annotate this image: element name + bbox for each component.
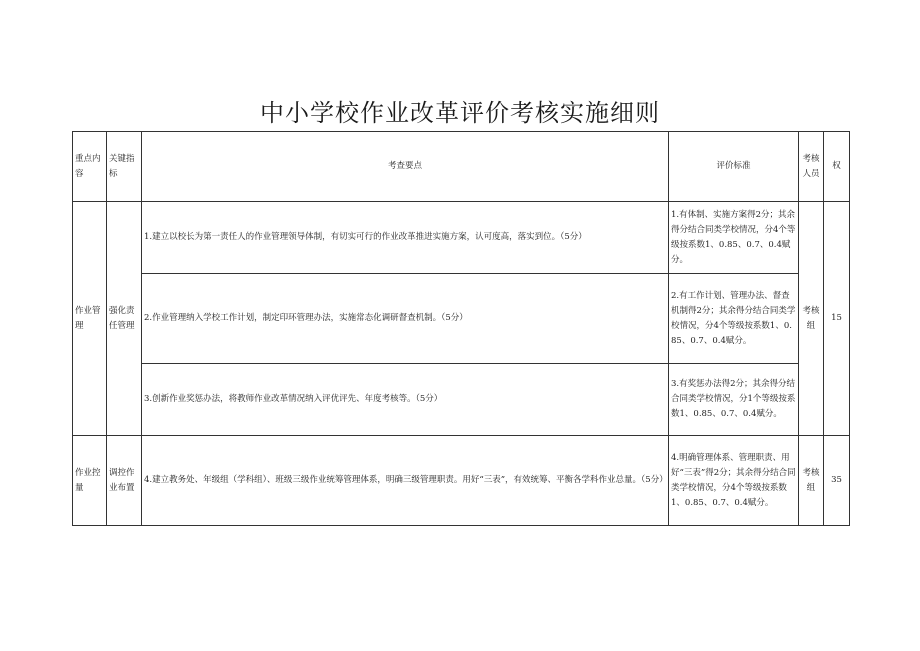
assessor-cell: 考核组 — [799, 436, 824, 526]
table-row — [73, 364, 850, 436]
assessor-cell: 考核组 — [799, 202, 824, 436]
point-cell: 1.建立以校长为第一责任人的作业管理领导体制，有切实可行的作业改革推进实施方案，认可度高，落实到位。（5分） — [142, 202, 669, 274]
key-indicator-cell: 调控作业布置 — [107, 436, 142, 526]
criteria-cell: 2.有工作计划、管理办法、督查机制得2分；其余得分结合同类学校情况，分4个等级按系数1、0.85、0.7、0.4赋分。 — [669, 274, 799, 364]
header-criteria: 评价标准 — [669, 132, 799, 202]
header-focus: 重点内容 — [73, 132, 107, 202]
header-assessor: 考核人员 — [799, 132, 824, 202]
table-row — [73, 202, 850, 274]
criteria-cell: 1.有体制、实施方案得2分；其余得分结合同类学校情况，分4个等级按系数1、0.85、0.7、0.4赋分。 — [669, 202, 799, 274]
criteria-cell: 4.明确管理体系、管理职责、用好“三表”得2分；其余得分结合同类学校情况，分4个等级按系数1、0.85、0.7、0.4赋分。 — [669, 436, 799, 526]
table-row — [73, 274, 850, 364]
focus-cell: 作业控量 — [73, 436, 107, 526]
criteria-cell: 3.有奖惩办法得2分；其余得分结合同类学校情况，分1个等级按系数1、0.85、0.7、0.4赋分。 — [669, 364, 799, 436]
point-cell: 4.建立教务处、年级组（学科组）、班级三级作业统筹管理体系，明确三级管理职责。用好“三表”，有效统筹、平衡各学科作业总量。（5分） — [142, 436, 669, 526]
header-key: 关键指标 — [107, 132, 142, 202]
evaluation-table — [72, 131, 850, 526]
header-weight: 权 — [824, 132, 850, 202]
key-indicator-cell: 强化责任管理 — [107, 202, 142, 436]
header-points: 考查要点 — [142, 132, 669, 202]
table-row — [73, 436, 850, 526]
focus-cell: 作业管理 — [73, 202, 107, 436]
weight-cell: 15 — [824, 202, 850, 436]
weight-cell: 35 — [824, 436, 850, 526]
page-title: 中小学校作业改革评价考核实施细则 — [260, 99, 660, 127]
point-cell: 2.作业管理纳入学校工作计划，制定印环管理办法，实施常态化调研督查机制。（5分） — [142, 274, 669, 364]
point-cell: 3.创新作业奖惩办法，将教师作业改革情况纳入评优评先、年度考核等。（5分） — [142, 364, 669, 436]
header-row — [73, 132, 850, 202]
